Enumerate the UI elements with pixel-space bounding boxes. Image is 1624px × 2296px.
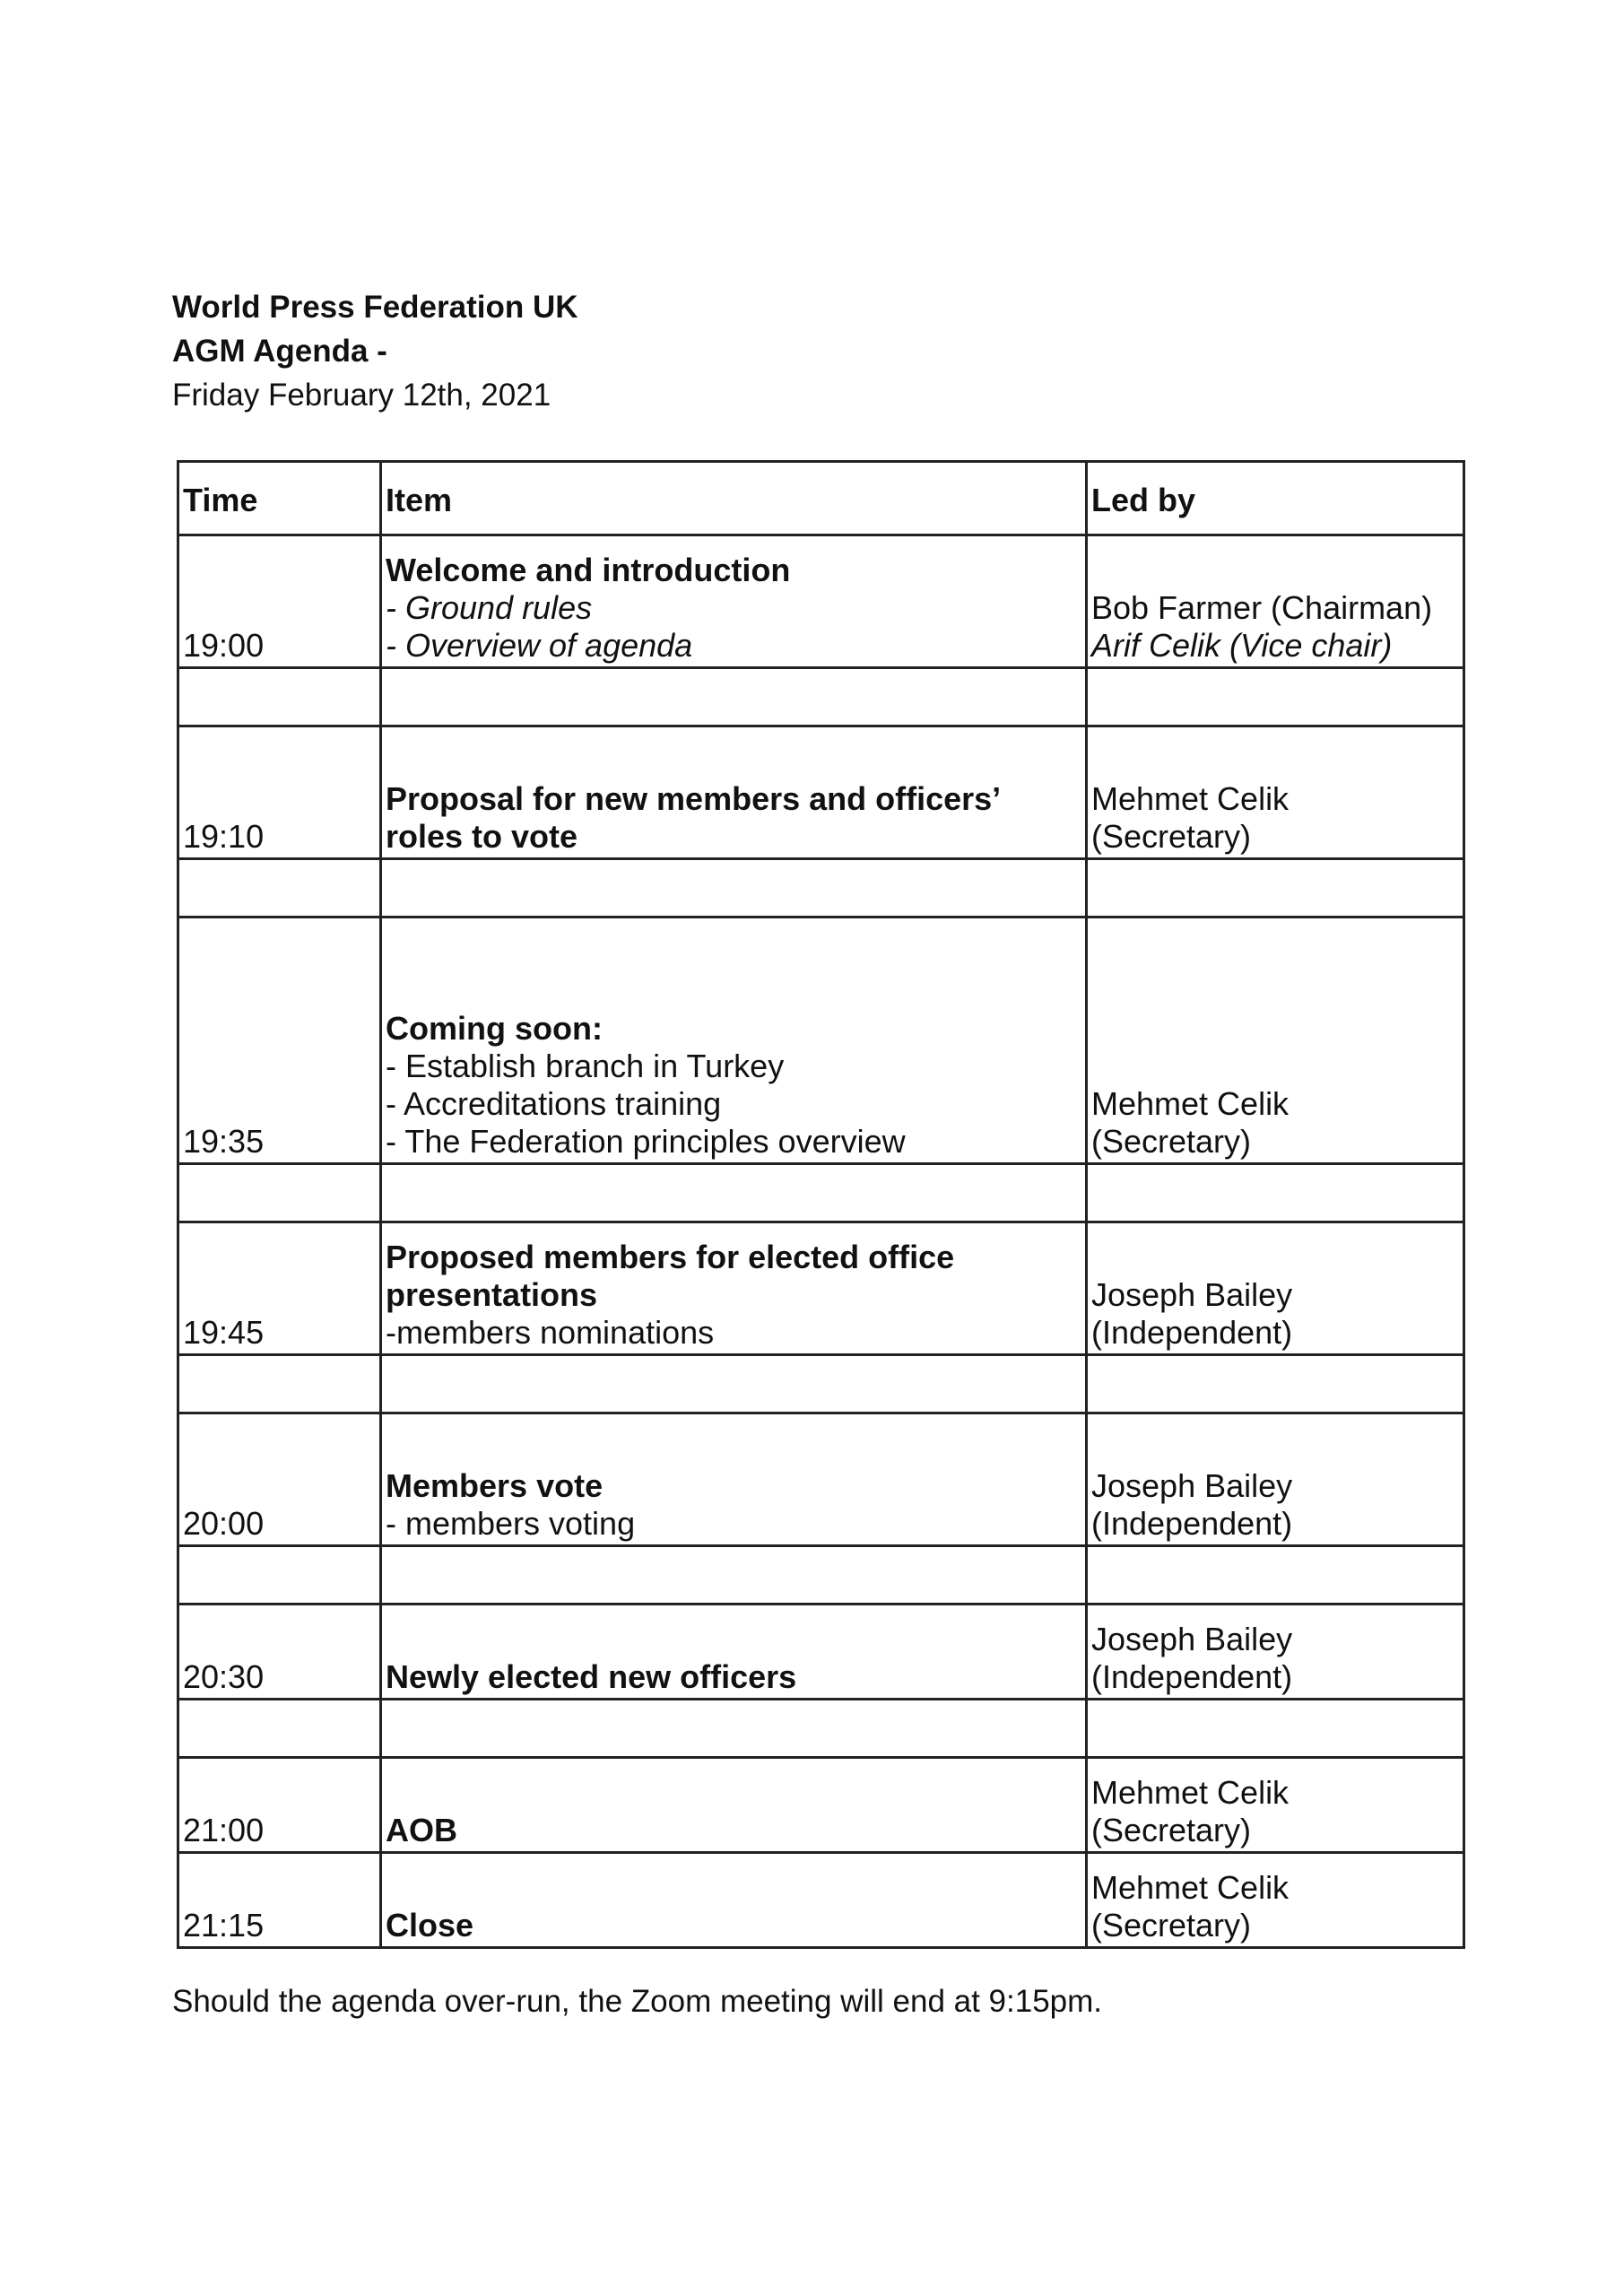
spacer-row: [178, 1700, 1464, 1758]
spacer-row: [178, 1355, 1464, 1413]
document-header: [172, 285, 578, 417]
table-row: [178, 918, 1464, 1164]
leader-name: Mehmet Celik: [1091, 1774, 1290, 1811]
time-cell: 19:00: [178, 535, 381, 668]
time-cell: 19:35: [178, 918, 381, 1164]
leader-role: (Secretary): [1091, 1907, 1252, 1944]
spacer-row: [178, 668, 1464, 726]
leader-role: (Secretary): [1091, 818, 1252, 855]
spacer-row: [178, 1164, 1464, 1222]
led-by-cell: [1087, 535, 1464, 668]
item-title: Proposal for new members and officers’ roles to vote: [386, 780, 1000, 855]
column-header-time: Time: [178, 462, 381, 535]
led-by-cell: [1087, 726, 1464, 859]
leader-role: (Secretary): [1091, 1123, 1252, 1160]
table-row: [178, 1758, 1464, 1853]
item-subpoint: - Ground rules: [386, 589, 593, 626]
table-row: [178, 1605, 1464, 1700]
leader-role: (Independent): [1091, 1505, 1293, 1542]
item-title: Welcome and introduction: [386, 552, 791, 588]
item-title: Close: [386, 1907, 474, 1944]
footer-note: Should the agenda over-run, the Zoom meeting will end at 9:15pm.: [172, 1984, 1103, 2019]
leader-name: Joseph Bailey: [1091, 1621, 1293, 1657]
item-subpoint: -members nominations: [386, 1314, 715, 1351]
time-cell: 19:10: [178, 726, 381, 859]
spacer-row: [178, 859, 1464, 918]
leader-name: Mehmet Celik: [1091, 1869, 1290, 1906]
item-cell: [381, 1605, 1087, 1700]
item-title: Newly elected new officers: [386, 1658, 797, 1695]
leader-name: Arif Celik (Vice chair): [1091, 627, 1393, 664]
leader-role: (Secretary): [1091, 1812, 1252, 1848]
item-subpoint: - members voting: [386, 1505, 636, 1542]
item-subpoint: - Overview of agenda: [386, 627, 693, 664]
led-by-cell: [1087, 1222, 1464, 1355]
organization-name: World Press Federation UK: [172, 290, 578, 325]
item-cell: [381, 918, 1087, 1164]
item-title: Members vote: [386, 1467, 604, 1504]
document-title: AGM Agenda -: [172, 334, 387, 369]
item-cell: [381, 1758, 1087, 1853]
time-cell: 21:00: [178, 1758, 381, 1853]
item-cell: [381, 535, 1087, 668]
meeting-date: Friday February 12th, 2021: [172, 378, 551, 413]
table-row: [178, 726, 1464, 859]
spacer-row: [178, 1546, 1464, 1605]
table-row: [178, 1413, 1464, 1546]
item-title: AOB: [386, 1812, 457, 1848]
leader-name: Mehmet Celik: [1091, 780, 1290, 817]
led-by-cell: [1087, 918, 1464, 1164]
led-by-cell: [1087, 1758, 1464, 1853]
item-cell: [381, 1413, 1087, 1546]
leader-name: Bob Farmer (Chairman): [1091, 589, 1433, 626]
time-cell: 21:15: [178, 1853, 381, 1948]
agenda-table: [177, 460, 1465, 1949]
led-by-cell: [1087, 1605, 1464, 1700]
time-cell: 20:30: [178, 1605, 381, 1700]
leader-name: Joseph Bailey: [1091, 1467, 1293, 1504]
item-subpoint: - Establish branch in Turkey: [386, 1048, 785, 1084]
item-subpoint: - The Federation principles overview: [386, 1123, 906, 1160]
column-header-item: Item: [381, 462, 1087, 535]
time-cell: 19:45: [178, 1222, 381, 1355]
item-subpoint: - Accreditations training: [386, 1085, 722, 1122]
led-by-cell: [1087, 1853, 1464, 1948]
table-row: [178, 535, 1464, 668]
item-title: Proposed members for elected office presentations: [386, 1239, 955, 1313]
led-by-cell: [1087, 1413, 1464, 1546]
item-title: Coming soon:: [386, 1010, 603, 1047]
leader-role: (Independent): [1091, 1314, 1293, 1351]
table-header-row: [178, 462, 1464, 535]
item-cell: [381, 1222, 1087, 1355]
table-row: [178, 1222, 1464, 1355]
leader-name: Mehmet Celik: [1091, 1085, 1290, 1122]
leader-name: Joseph Bailey: [1091, 1276, 1293, 1313]
item-cell: [381, 1853, 1087, 1948]
leader-role: (Independent): [1091, 1658, 1293, 1695]
table-row: [178, 1853, 1464, 1948]
column-header-led-by: Led by: [1087, 462, 1464, 535]
item-cell: [381, 726, 1087, 859]
time-cell: 20:00: [178, 1413, 381, 1546]
